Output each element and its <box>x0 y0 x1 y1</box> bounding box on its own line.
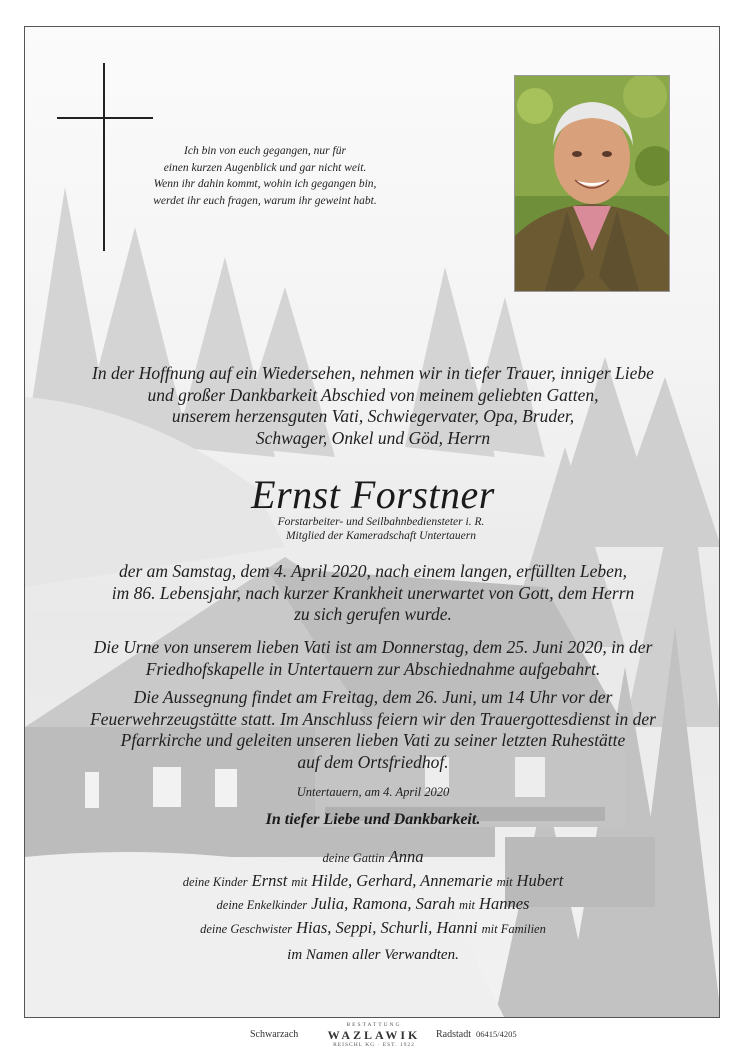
closing-line: In tiefer Liebe und Dankbarkeit. <box>265 811 481 828</box>
service-notice-line: Feuerwehrzeugstätte statt. Im Anschluss feiern wir den Trauergottesdienst in der <box>90 708 656 729</box>
memorial-poem <box>115 143 415 209</box>
funeral-home-logo <box>318 1022 430 1048</box>
portrait-photo <box>514 75 670 292</box>
mourner-names: Anna <box>388 847 424 866</box>
intro-line: Schwager, Onkel und Göd, Herrn <box>255 427 491 448</box>
mourner-connector: mit Familien <box>481 921 546 936</box>
mourner-names: Hubert <box>516 870 564 890</box>
intro-paragraph <box>25 363 720 449</box>
service-notice-line: Pfarrkirche und geleiten unseren lieben Vati zu seiner letzten Ruhestätte <box>120 730 626 750</box>
service-notice <box>25 687 720 773</box>
intro-line: In der Hoffnung auf ein Wiedersehen, nehmen wir in tiefer Trauer, inniger Liebe <box>92 363 654 383</box>
mourner-connector: mit <box>496 874 513 889</box>
poem-line: werdet ihr euch fragen, warum ihr geweint habt. <box>153 194 377 207</box>
intro-line: und großer Dankbarkeit Abschied von meinem geliebten Gatten, <box>147 384 599 405</box>
funeral-home-footer <box>0 1020 750 1054</box>
obituary-card <box>24 26 720 1018</box>
mourner-connector: mit <box>459 898 476 912</box>
mourner-row-siblings <box>25 916 720 940</box>
mourner-row-grandchildren <box>25 892 720 916</box>
logo-brand-name: WAZLAWIK <box>327 1028 421 1042</box>
membership: Mitglied der Kameradschaft Untertauern <box>285 530 477 542</box>
mourner-names: Hilde, Gerhard, Annemarie <box>311 870 493 890</box>
final-line: im Namen aller Verwandten. <box>287 947 459 963</box>
mourner-prefix: deine Enkelkinder <box>216 898 308 912</box>
mourner-names: Julia, Ramona, Sarah <box>311 894 456 913</box>
deceased-titles <box>251 515 511 543</box>
logo-sub-text: REISCHL KG · EST. 1922 <box>333 1042 415 1048</box>
service-notice-line: Die Aussegnung findet am Freitag, dem 26. Juni, um 14 Uhr vor der <box>133 687 613 707</box>
urn-notice <box>25 637 720 680</box>
footer-phone: 06415/4205 <box>476 1029 517 1039</box>
mourner-prefix: deine Kinder <box>182 874 248 889</box>
footer-location-right: Radstadt <box>436 1029 471 1040</box>
poem-line: Wenn ihr dahin kommt, wohin ich gegangen bin, <box>153 178 377 190</box>
mourner-row-children <box>25 869 720 893</box>
poem-line: Ich bin von euch gegangen, nur für <box>184 145 346 157</box>
death-notice-line: zu sich gerufen wurde. <box>294 604 452 624</box>
mourner-connector: mit <box>291 874 308 889</box>
mourner-names: Hannes <box>479 894 530 913</box>
footer-location-left: Schwarzach <box>250 1029 299 1040</box>
urn-notice-line: Friedhofskapelle in Untertauern zur Abschiednahme aufgebahrt. <box>145 658 601 679</box>
mourners-list <box>25 845 720 939</box>
deceased-name: Ernst Forstner <box>251 472 495 517</box>
death-notice-line: der am Samstag, dem 4. April 2020, nach einem langen, erfüllten Leben, <box>118 561 628 581</box>
mourner-prefix: deine Geschwister <box>200 921 293 936</box>
place-date: Untertauern, am 4. April 2020 <box>296 785 450 799</box>
logo-top-text: BESTATTUNG <box>346 1022 402 1028</box>
mourner-names: Hias, Seppi, Schurli, Hanni <box>296 917 478 937</box>
service-notice-line: auf dem Ortsfriedhof. <box>297 751 449 772</box>
urn-notice-line: Die Urne von unserem lieben Vati ist am Donnerstag, dem 25. Juni 2020, in der <box>93 637 653 657</box>
death-notice-line: im 86. Lebensjahr, nach kurzer Krankheit unerwartet von Gott, dem Herrn <box>111 582 635 603</box>
intro-line: unserem herzensguten Vati, Schwiegervater, Opa, Bruder, <box>171 406 575 426</box>
mourner-names: Ernst <box>251 870 288 890</box>
mourner-prefix: deine Gattin <box>322 851 385 865</box>
mourner-row-wife <box>25 845 720 869</box>
poem-line: einen kurzen Augenblick und gar nicht weit. <box>163 161 367 174</box>
occupation: Forstarbeiter- und Seilbahnbediensteter i. R. <box>277 516 485 528</box>
death-notice <box>25 561 720 626</box>
